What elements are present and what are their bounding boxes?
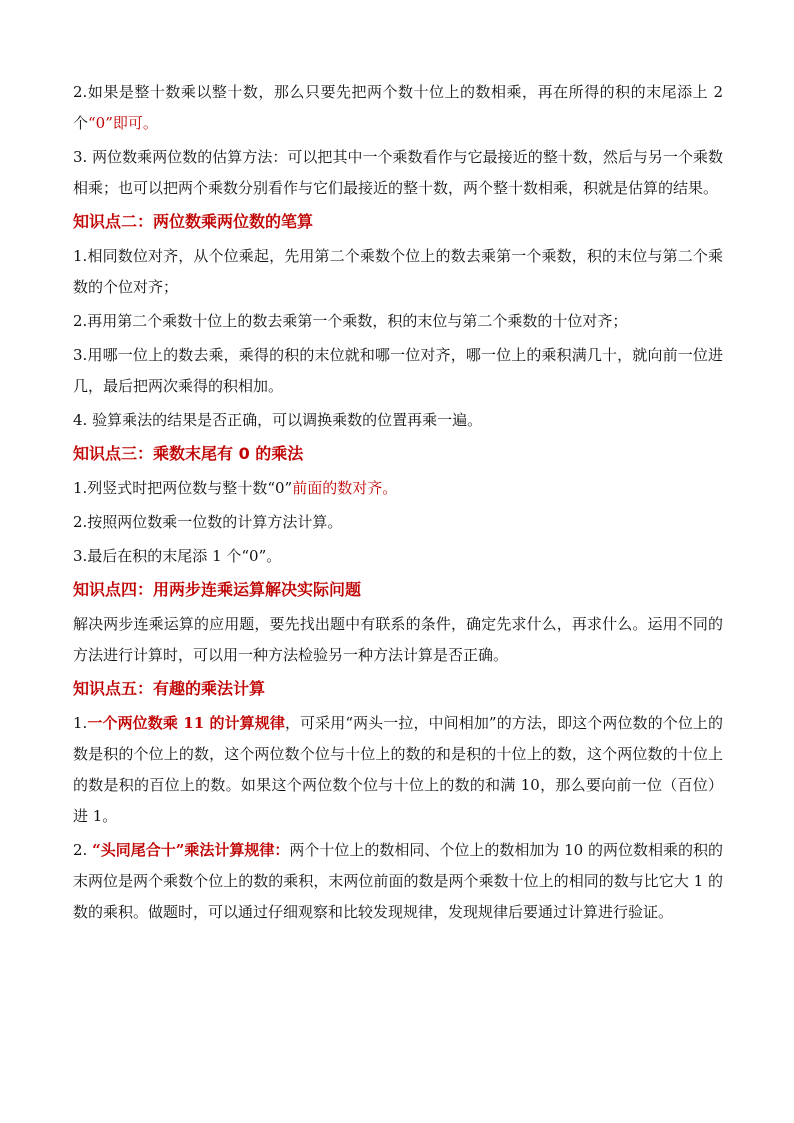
heading-knowledge-point-5: 知识点五：有趣的乘法计算 bbox=[73, 679, 266, 698]
text-integer-tens-rule: 2.如果是整十数乘以整十数，那么只要先把两个数十位上的数相乘，再在所得的积的末尾添上 2 个 bbox=[73, 83, 723, 132]
item-number: 2. bbox=[73, 841, 93, 859]
heading-knowledge-point-4: 知识点四：用两步连乘运算解决实际问题 bbox=[73, 580, 362, 599]
list-item: 2.按照两位数乘一位数的计算方法计算。 bbox=[73, 513, 343, 531]
paragraph-integer-tens-rule bbox=[73, 77, 723, 139]
rule-title-head-same-tail-ten: “头同尾合十”乘法计算规律： bbox=[92, 841, 290, 859]
list-item bbox=[73, 835, 723, 928]
heading-knowledge-point-2: 知识点二：两位数乘两位数的笔算 bbox=[73, 212, 314, 231]
item-number: 1. bbox=[73, 714, 88, 732]
text-zero-append: “0”即可。 bbox=[88, 114, 158, 132]
paragraph-estimation-method: 3. 两位数乘两位数的估算方法：可以把其中一个乘数看作与它最接近的整十数，然后与另一个乘数相乘；也可以把两个乘数分别看作与它们最接近的整十数，两个整十数相乘，积就是估算的结果。 bbox=[73, 148, 723, 197]
list-item: 3.最后在积的末尾添 1 个“0”。 bbox=[73, 547, 282, 565]
rule-text-times-11: ，可采用“两头一拉，中间相加”的方法，即这个两位数的个位上的数是积的个位上的数，这个两位数个位与十位上的数的和是积的十位上的数，这个两位数的十位上的数是积的百位上的数。如果这个两位数个位与十位上的数的和满 10，那么要向前一位（百位）进 1。 bbox=[73, 714, 724, 825]
text-align-rule-red: 前面的数对齐。 bbox=[292, 479, 398, 497]
list-item: 2.再用第二个乘数十位上的数去乘第一个乘数，积的末位与第二个乘数的十位对齐； bbox=[73, 312, 628, 330]
list-item bbox=[73, 708, 723, 832]
rule-text-head-same-tail-ten: 两个十位上的数相同、个位上的数相加为 10 的两位数相乘的积的末两位是两个乘数个位上的数的乘积，末两位前面的数是两个乘数十位上的相同的数与比它大 1 的数的乘积。做题时，可以通过仔细观察和比较发现规律，发现规律后要通过计算进行验证。 bbox=[73, 841, 723, 921]
heading-knowledge-point-3: 知识点三：乘数末尾有 0 的乘法 bbox=[73, 444, 304, 463]
document-page bbox=[73, 77, 723, 931]
list-item bbox=[73, 473, 723, 504]
text-align-rule: 1.列竖式时把两位数与整十数“0” bbox=[73, 479, 293, 497]
list-item: 4. 验算乘法的结果是否正确，可以调换乘数的位置再乘一遍。 bbox=[73, 411, 483, 429]
paragraph-two-step-multiplication: 解决两步连乘运算的应用题，要先找出题中有联系的条件，确定先求什么，再求什么。运用不同的方法进行计算时，可以用一种方法检验另一种方法计算是否正确。 bbox=[73, 615, 723, 664]
list-item: 3.用哪一位上的数去乘，乘得的积的末位就和哪一位对齐，哪一位上的乘积满几十，就向前一位进几，最后把两次乘得的积相加。 bbox=[73, 346, 723, 395]
list-item: 1.相同数位对齐，从个位乘起，先用第二个乘数个位上的数去乘第一个乘数，积的末位与第二个乘数的个位对齐； bbox=[73, 247, 723, 296]
rule-title-times-11: 一个两位数乘 11 的计算规律 bbox=[87, 714, 285, 732]
